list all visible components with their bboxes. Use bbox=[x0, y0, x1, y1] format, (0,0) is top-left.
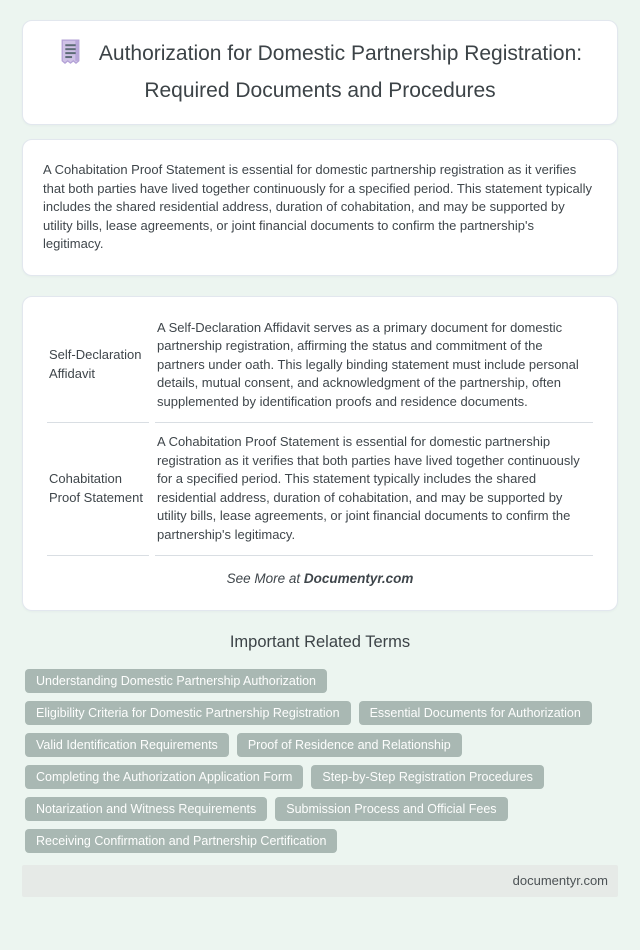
related-terms-list bbox=[22, 669, 618, 853]
related-term-tag[interactable]: Valid Identification Requirements bbox=[25, 733, 229, 757]
table-row bbox=[47, 309, 593, 424]
see-more-line bbox=[41, 571, 599, 586]
receipt-icon bbox=[58, 38, 83, 75]
related-term-tag[interactable]: Essential Documents for Authorization bbox=[359, 701, 592, 725]
term-name: Self-Declaration Affidavit bbox=[47, 309, 149, 424]
related-term-tag[interactable]: Submission Process and Official Fees bbox=[275, 797, 507, 821]
related-terms-heading: Important Related Terms bbox=[229, 633, 411, 651]
term-name: Cohabitation Proof Statement bbox=[47, 423, 149, 556]
title-card bbox=[22, 20, 618, 125]
related-term-tag[interactable]: Notarization and Witness Requirements bbox=[25, 797, 267, 821]
terms-table-card bbox=[22, 296, 618, 612]
related-term-tag[interactable]: Step-by-Step Registration Procedures bbox=[311, 765, 544, 789]
intro-card bbox=[22, 139, 618, 276]
related-term-tag[interactable]: Understanding Domestic Partnership Authorization bbox=[25, 669, 327, 693]
related-term-tag[interactable]: Completing the Authorization Application Form bbox=[25, 765, 303, 789]
intro-paragraph: A Cohabitation Proof Statement is essential for domestic partnership registration as it verifies that both parties have lived together continuously for a specified period. This statement typically includes the shared residential address, duration of cohabitation, and may be supported by utility bills, lease agreements, or joint financial documents to confirm the partnership's legitimacy. bbox=[43, 162, 592, 251]
terms-table bbox=[41, 309, 599, 557]
related-term-tag[interactable]: Receiving Confirmation and Partnership Certification bbox=[25, 829, 337, 853]
see-more-brand: Documentyr.com bbox=[303, 571, 414, 586]
related-term-tag[interactable]: Proof of Residence and Relationship bbox=[237, 733, 462, 757]
table-row bbox=[47, 423, 593, 556]
footer-bar bbox=[22, 865, 618, 897]
term-description: A Self-Declaration Affidavit serves as a primary document for domestic partnership registration, affirming the status and commitment of the partners under oath. This legally binding statement must include personal details, mutual consent, and acknowledgment of the partnership, often supplemented by identification proofs and residence documents. bbox=[155, 309, 593, 424]
related-term-tag[interactable]: Eligibility Criteria for Domestic Partnership Registration bbox=[25, 701, 351, 725]
term-description: A Cohabitation Proof Statement is essential for domestic partnership registration as it verifies that both parties have lived together continuously for a specified period. This statement typically includes the shared residential address, duration of cohabitation, and may be supported by utility bills, lease agreements, or joint financial documents to confirm the partnership's legitimacy. bbox=[155, 423, 593, 556]
page-title bbox=[43, 38, 597, 107]
page-title-text: Authorization for Domestic Partnership Registration: Required Documents and Procedures bbox=[98, 42, 583, 102]
see-more-prefix: See More at bbox=[226, 571, 304, 586]
footer-site-label: documentyr.com bbox=[512, 873, 608, 888]
